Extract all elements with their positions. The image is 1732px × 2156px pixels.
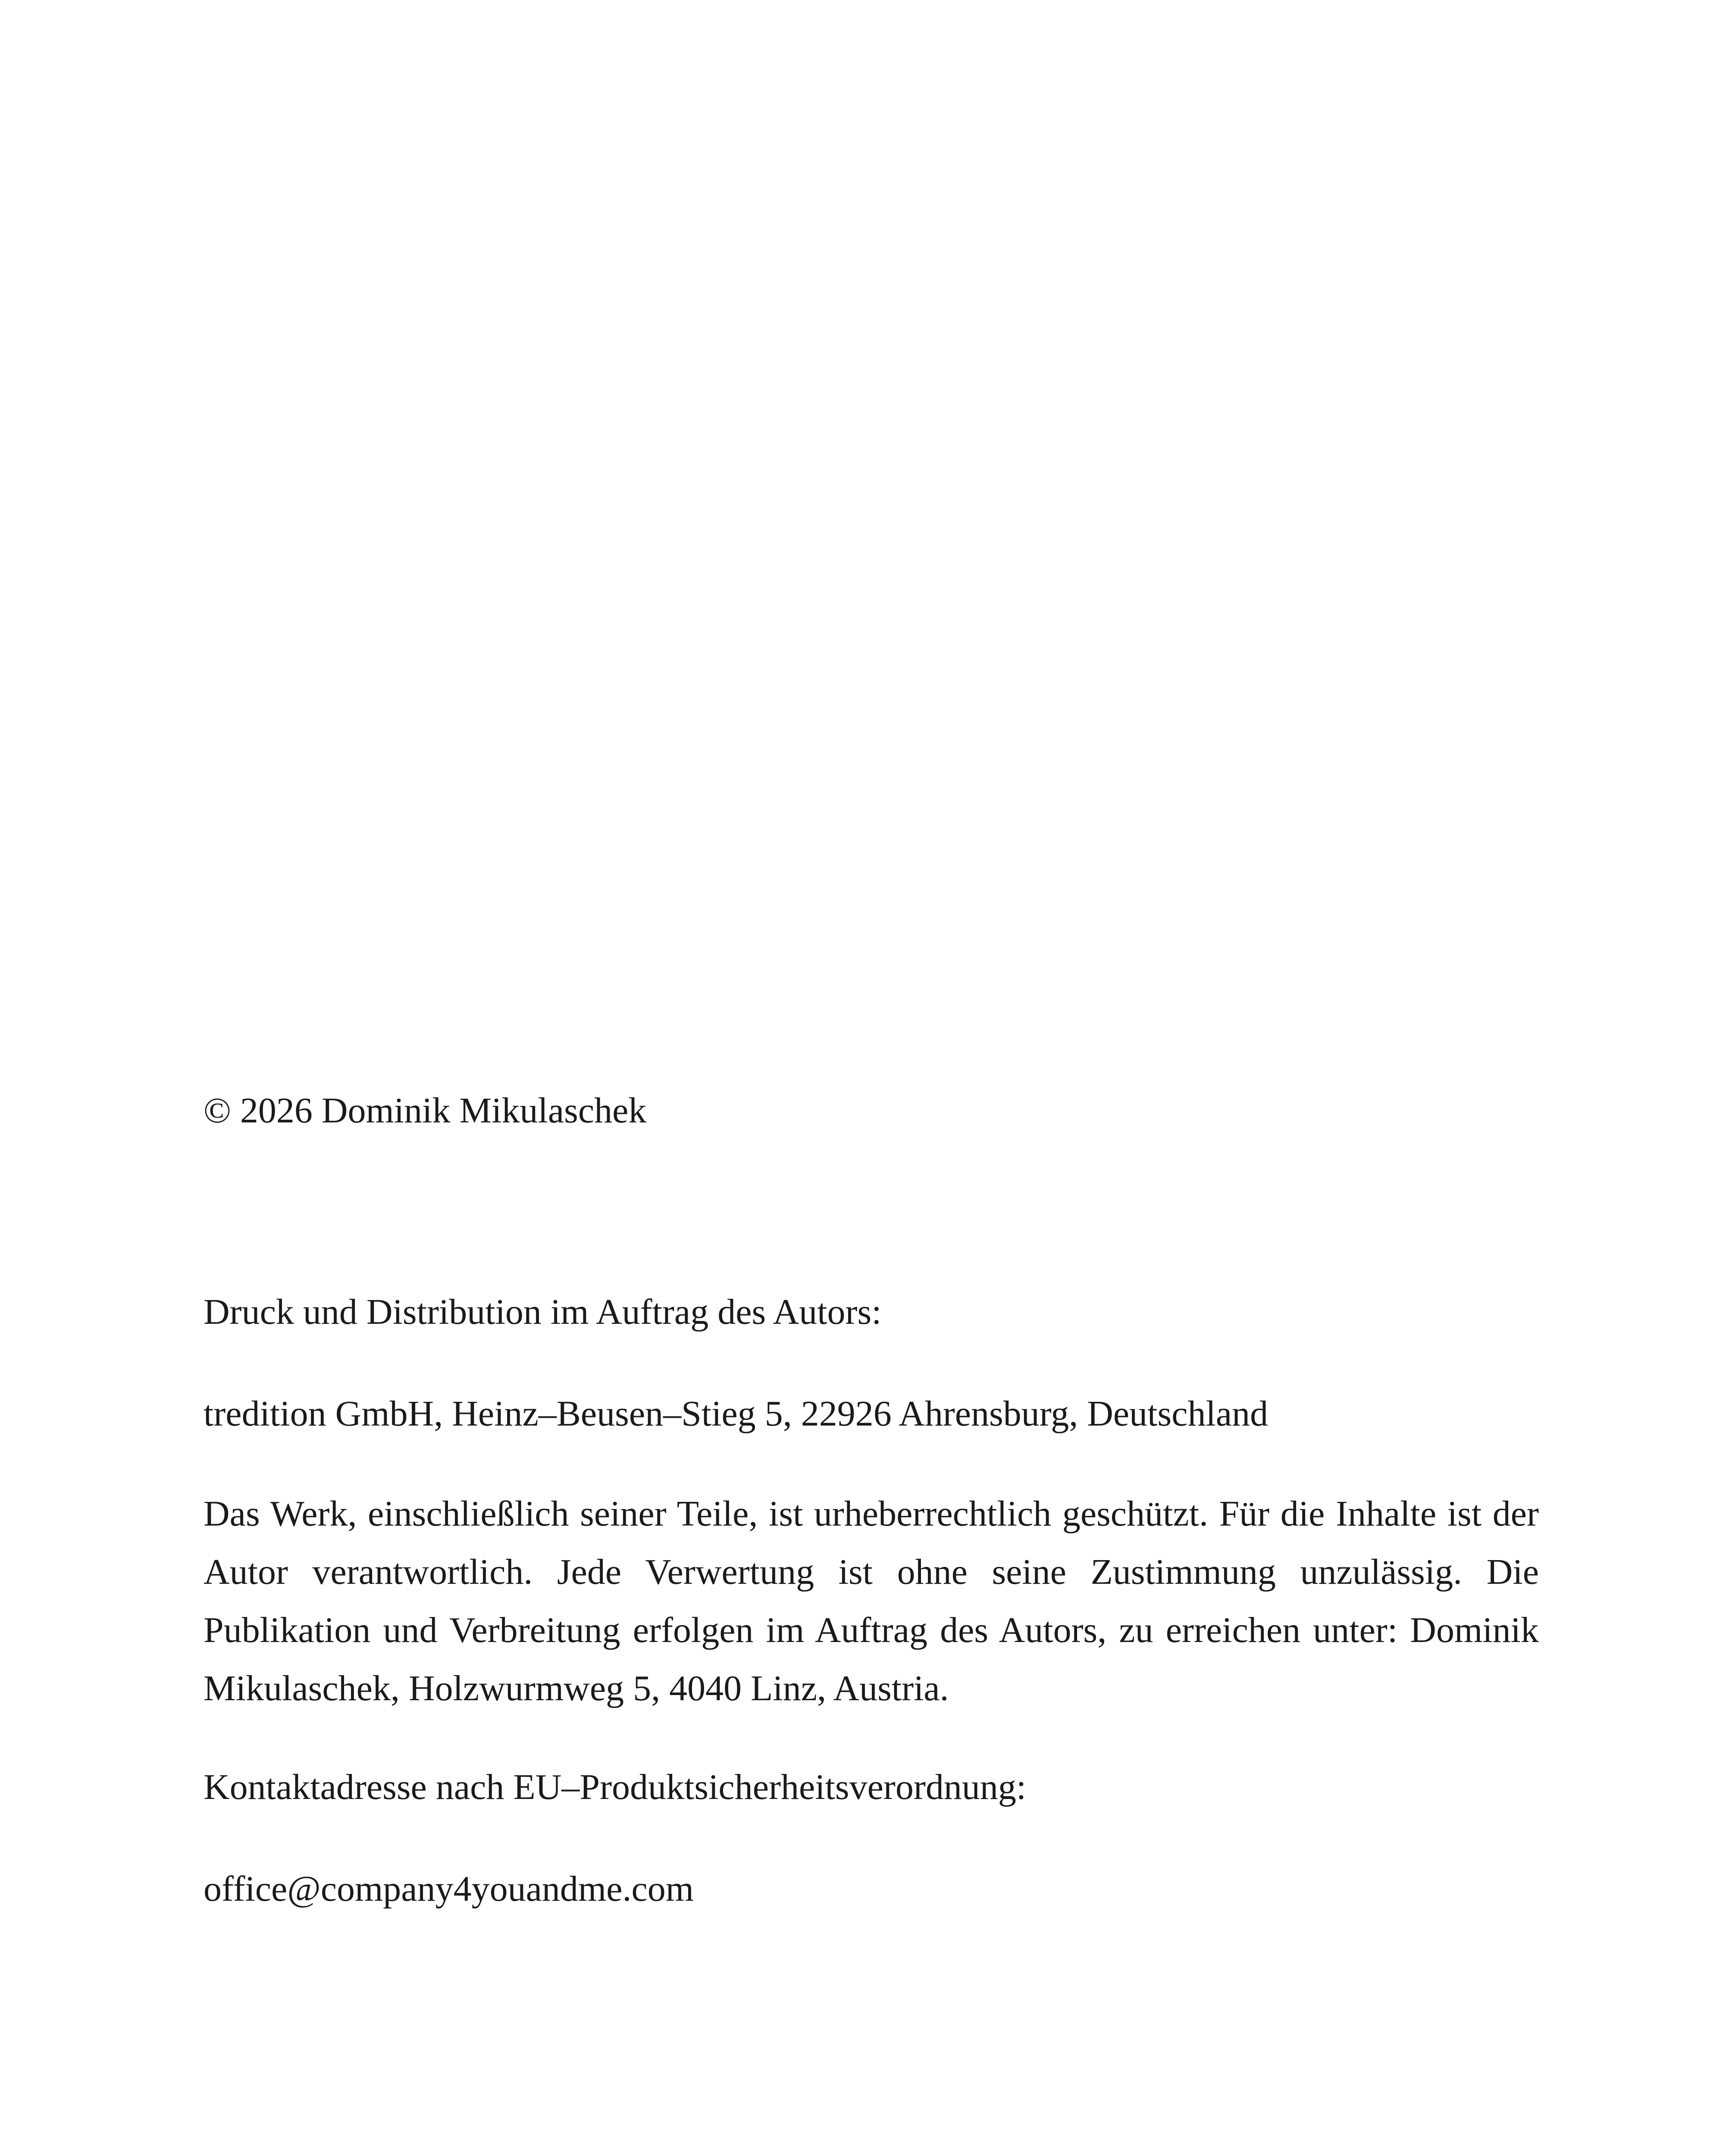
- rights-paragraph: Das Werk, einschließlich seiner Teile, ist urheberrechtlich geschützt. Für die Inhalte ist der Autor verantwortlich. Jede Verwertung ist ohne seine Zustimmung unzulässig. Die Publikation und Verbreitung erfolgen im Auftrag des Autors, zu erreichen unter: Dominik Mikulaschek, Holzwurmweg 5, 4040 Linz, Austria.: [204, 1494, 1539, 1708]
- copyright-line: © 2026 Dominik Mikulaschek: [204, 1091, 647, 1131]
- contact-label: Kontaktadresse nach EU–Produktsicherheitsverordnung:: [204, 1767, 1027, 1807]
- publisher-address: tredition GmbH, Heinz–Beusen–Stieg 5, 22926 Ahrensburg, Deutschland: [204, 1394, 1268, 1434]
- print-distribution-label: Druck und Distribution im Auftrag des Autors:: [204, 1292, 882, 1332]
- contact-email: office@company4youandme.com: [204, 1869, 694, 1909]
